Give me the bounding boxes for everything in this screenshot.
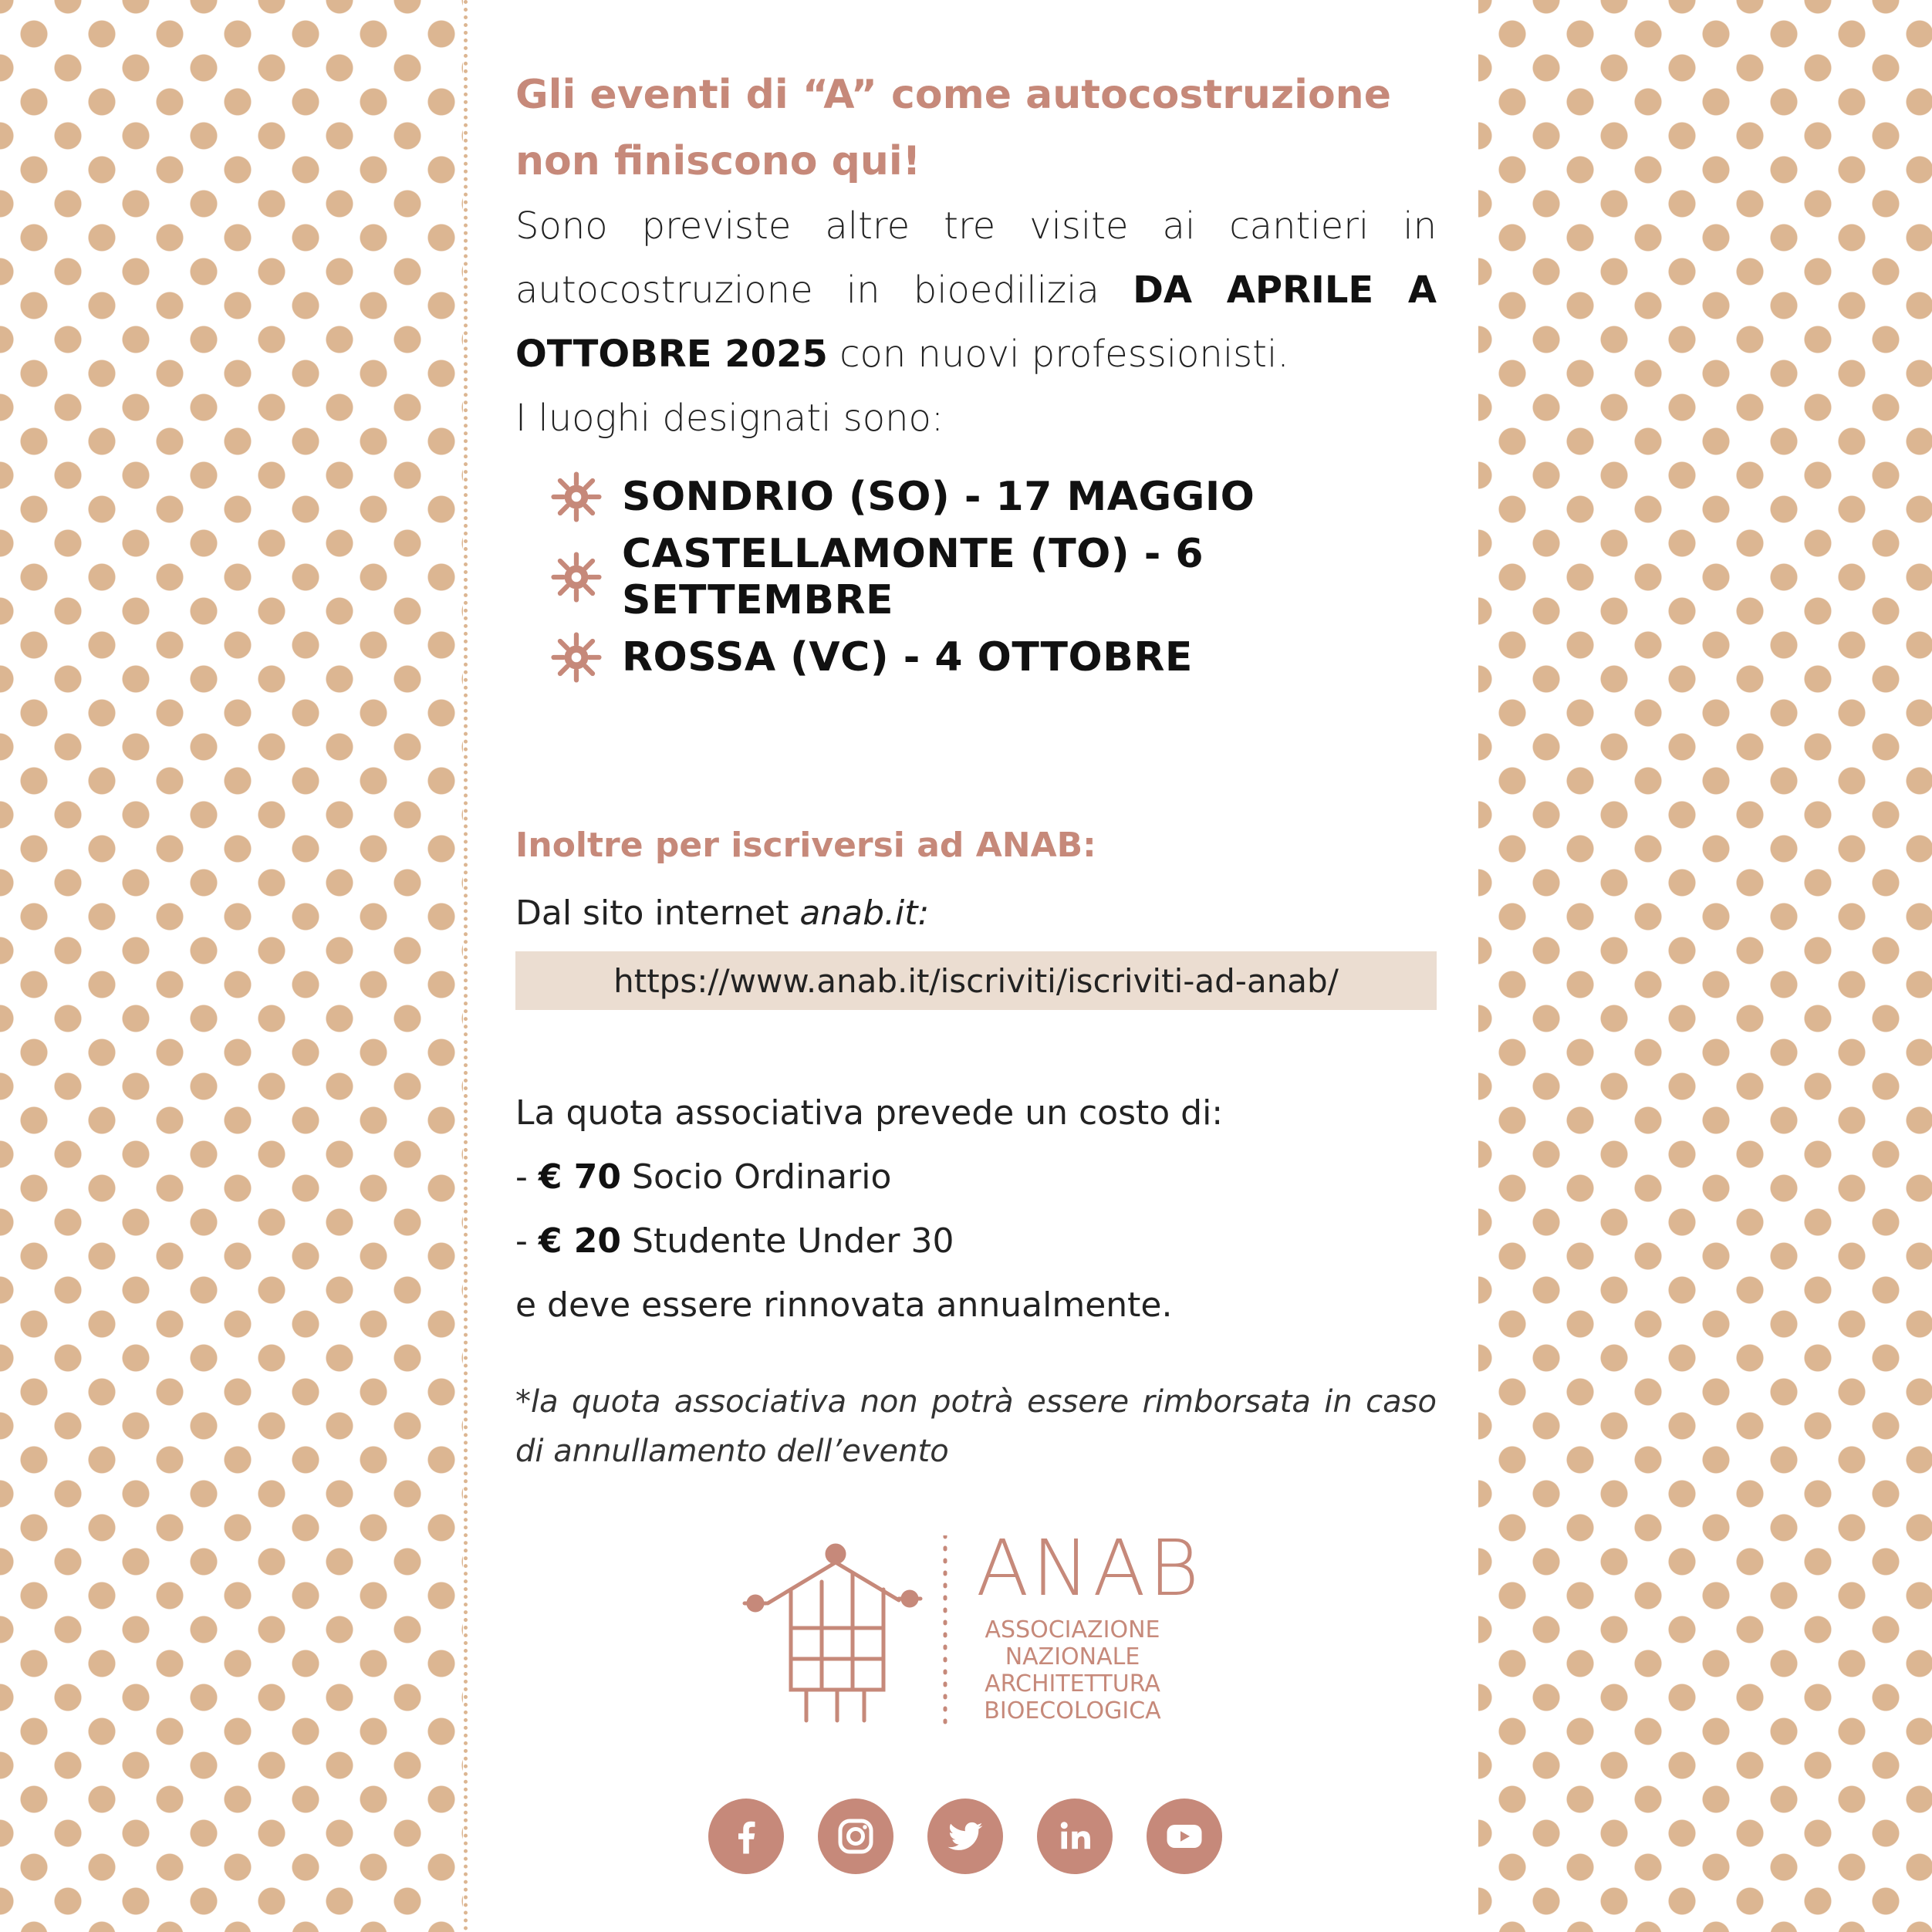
intro-text: Sono previste altre tre visite ai cantieri in autocostruzione in bioedilizia: [515, 204, 1437, 312]
fee-item: [515, 1145, 1437, 1209]
signup-heading: Inoltre per iscriversi ad ANAB:: [515, 826, 1096, 865]
fee-amount: € 70: [538, 1157, 622, 1197]
list-item: [549, 457, 1437, 537]
sun-pattern-right: [1478, 0, 1932, 1932]
fee-prefix: -: [515, 1221, 539, 1261]
site-line: [515, 881, 1437, 945]
house-logo-icon: [737, 1535, 937, 1728]
fees-intro: La quota associativa prevede un costo di:: [515, 1093, 1224, 1133]
sun-icon: [549, 550, 603, 604]
places-intro: I luoghi designati sono:: [515, 397, 944, 440]
title-line-2: non finiscono qui!: [515, 138, 921, 184]
main-content: [515, 62, 1437, 1507]
list-item: [549, 531, 1437, 623]
place-label: SONDRIO (SO) - 17 MAGGIO: [622, 474, 1255, 520]
twitter-icon[interactable]: [927, 1799, 1003, 1874]
dotted-divider: [464, 0, 468, 1932]
intro-paragraph: [515, 194, 1437, 387]
logo-dotted-divider: [941, 1535, 949, 1728]
youtube-icon[interactable]: [1147, 1799, 1222, 1874]
anab-logo: [737, 1523, 1203, 1728]
logo-title: ANAB: [976, 1523, 1203, 1613]
sun-pattern-left: [0, 0, 463, 1932]
fee-item: [515, 1209, 1437, 1273]
logo-subtitle: [957, 1616, 1188, 1724]
places-list: [549, 457, 1437, 697]
instagram-icon[interactable]: [818, 1799, 893, 1874]
fee-label: Studente Under 30: [621, 1221, 954, 1261]
logo-subtitle-line: ASSOCIAZIONE: [985, 1616, 1160, 1643]
facebook-icon[interactable]: [708, 1799, 784, 1874]
logo-subtitle-line: BIOECOLOGICA: [984, 1697, 1161, 1724]
logo-subtitle-line: ARCHITETTURA: [985, 1670, 1160, 1697]
fees-outro: e deve essere rinnovata annualmente.: [515, 1285, 1173, 1325]
date-range: DA APRILE A OTTOBRE 2025: [515, 269, 1437, 376]
logo-subtitle-line: NAZIONALE: [1005, 1643, 1140, 1670]
refund-note: *la quota associativa non potrà essere rimborsata in caso di annullamento dell’evento: [515, 1384, 1437, 1469]
linkedin-icon[interactable]: [1037, 1799, 1113, 1874]
fees-section: [515, 1081, 1437, 1337]
fee-label: Socio Ordinario: [621, 1157, 892, 1197]
place-label: CASTELLAMONTE (TO) - 6 SETTEMBRE: [622, 531, 1204, 623]
site-name: anab.it:: [799, 893, 930, 933]
fee-amount: € 20: [538, 1221, 622, 1261]
sun-icon: [549, 470, 603, 524]
social-links: [708, 1799, 1222, 1874]
sun-icon: [549, 630, 603, 684]
page-title: [515, 62, 1437, 194]
site-label: Dal sito internet: [515, 893, 800, 933]
list-item: [549, 617, 1437, 697]
place-label: ROSSA (VC) - 4 OTTOBRE: [622, 634, 1193, 681]
title-line-1: Gli eventi di “A” come autocostruzione: [515, 72, 1391, 118]
fee-prefix: -: [515, 1157, 539, 1197]
intro-text-end: con nuovi professionisti.: [827, 333, 1289, 376]
signup-url-link[interactable]: https://www.anab.it/iscriviti/iscriviti-ad-anab/: [515, 951, 1437, 1010]
